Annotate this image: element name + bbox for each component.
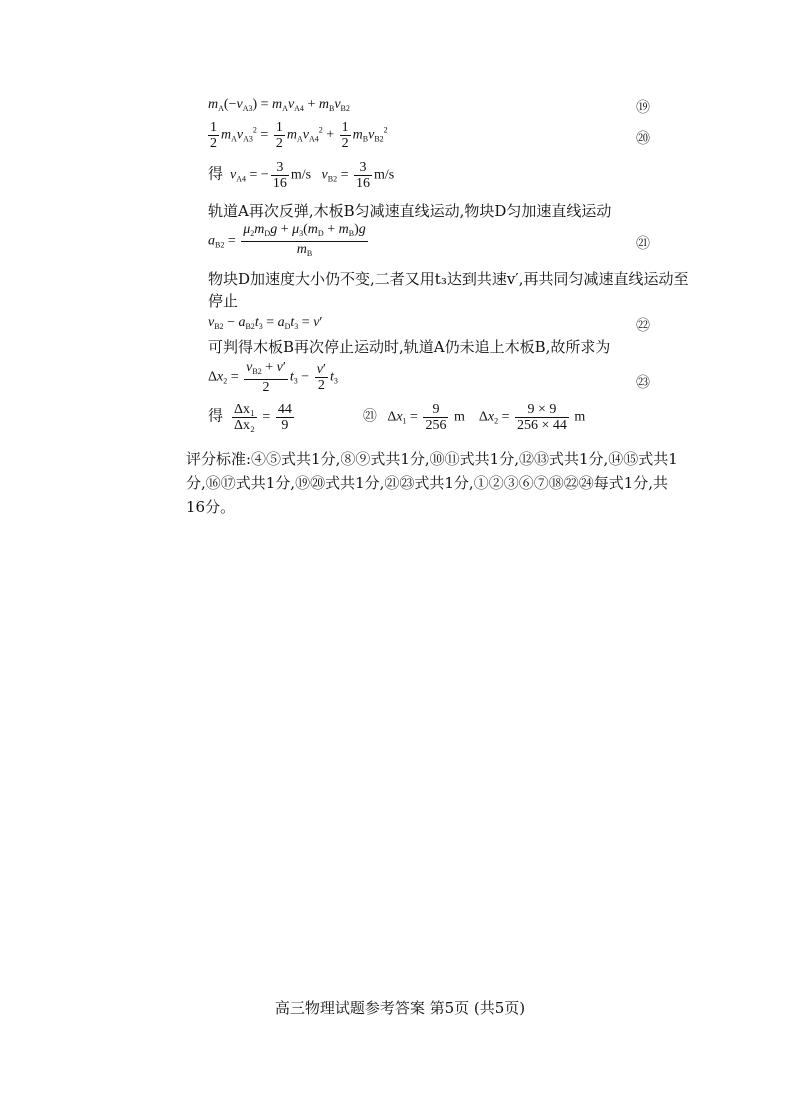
paragraph-judge: 可判得木板B再次停止运动时,轨道A仍未追上木板B,故所求为 — [208, 338, 611, 356]
equation-number-24: ㉑ — [362, 409, 377, 425]
equation-number-19: ⑲ — [636, 100, 650, 116]
unit-ms-2: m/s — [374, 167, 395, 183]
result-velocities: 得 $v_{A4}$ = − $\frac{3}{16}$ m/s $v_{B2}$ = $\frac{3}{16}$ m/s — [208, 160, 395, 191]
equation-22: $v_{B2} - a_{B2}t_3 = a_Dt_3 = v'$ — [208, 315, 323, 331]
equation-19: $m_A(-v_{A3}) = m_Av_{A4} + m_Bv_{B2}$ — [208, 97, 350, 113]
dx2-denominator: 256 × 44 — [516, 418, 567, 433]
paragraph-reflect: 轨道A再次反弹,木板B匀减速直线运动,物块D匀加速直线运动 — [208, 202, 612, 220]
paragraph-accel-line2: 停止 — [208, 292, 239, 310]
scoring-line3: 16分。 — [186, 498, 236, 516]
equation-23: $\Delta x_2$ = $\frac{v_{B2} + v'}{2}$ $t_3$ − $\frac{v'}{2}$ $t_3$ — [208, 360, 338, 395]
page-footer: 高三物理试题参考答案 第5页 (共5页) — [274, 999, 526, 1017]
ratio-numerator: Δx₁ — [234, 402, 255, 417]
final-result: 得 $\frac{\text{Δx₁}}{\text{Δx₂}}$ = $\frac{44}{9}$ ㉑ $\Delta x_1$ = $\frac{9}{256}$ m $\Delta x_2$ = $\frac{9 \times 9}{256 \times 44}$ m — [208, 402, 586, 433]
de-label-2: 得 — [208, 408, 224, 425]
equation-number-23: ㉓ — [636, 375, 650, 391]
equation-number-22: ㉒ — [636, 318, 650, 334]
equation-21: $a_{B2}$ = $\frac{\mu_2m_Dg + \mu_3(m_D + m_B)g}{m_B}$ — [208, 222, 366, 258]
equation-number-20: ⑳ — [636, 131, 650, 147]
equation-20: $\frac{1}{2}$ $m_Av_{A3}^2$ = $\frac{1}{2}$ $m_Av_{A4}^2$ + $\frac{1}{2}$ $m_Bv_{B2}^2$ — [210, 120, 388, 151]
dx1-denominator: 256 — [425, 418, 447, 433]
unit-m-1: m — [453, 409, 465, 425]
dx1-numerator: 9 — [423, 402, 448, 418]
scoring-line1: 评分标准:④⑤式共1分,⑧⑨式共1分,⑩⑪式共1分,⑫⑬式共1分,⑭⑮式共1 — [186, 450, 678, 468]
de-label: 得 — [208, 166, 224, 183]
ratio-value-numerator: 44 — [277, 402, 292, 417]
ratio-denominator: Δx₂ — [234, 418, 255, 433]
equation-number-21: ㉑ — [636, 236, 650, 252]
dx2-numerator: 9 × 9 — [515, 402, 569, 418]
ratio-value-denominator: 9 — [281, 418, 289, 433]
unit-ms-1: m/s — [290, 167, 312, 183]
unit-m-2: m — [574, 409, 586, 425]
scoring-line2: 分,⑯⑰式共1分,⑲⑳式共1分,㉑㉓式共1分,①②③⑥⑦⑱㉒㉔每式1分,共 — [186, 474, 669, 492]
paragraph-accel-line1: 物块D加速度大小仍不变,二者又用t₃达到共速v′,再共同匀减速直线运动至 — [208, 270, 689, 288]
